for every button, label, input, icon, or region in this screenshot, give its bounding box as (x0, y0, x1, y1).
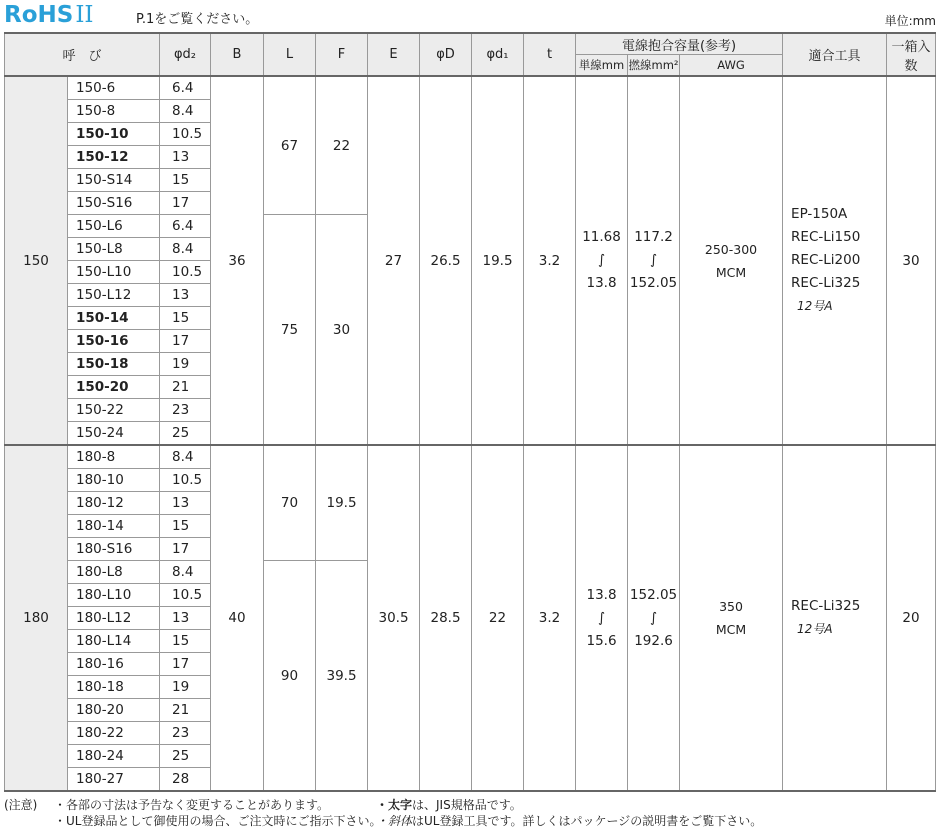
size-group-cell: 180 (5, 445, 68, 791)
footer-note-3: ・太字は、JIS規格品です。 (376, 798, 522, 812)
col-e: E (368, 33, 420, 76)
f-value: 19.5 (316, 445, 368, 561)
col-tools: 適合工具 (783, 33, 887, 76)
b-value: 40 (211, 445, 264, 791)
size-group-cell: 150 (5, 76, 68, 445)
model-name: 150-20 (68, 376, 160, 399)
model-name: 180-10 (68, 469, 160, 492)
value-line: MCM (715, 622, 747, 637)
reference-note: P.1をご覧ください。 (136, 12, 259, 27)
d2-value: 21 (160, 376, 211, 399)
model-name: 180-8 (68, 445, 160, 469)
d2-value: 6.4 (160, 76, 211, 100)
col-l: L (264, 33, 316, 76)
d2-value: 6.4 (160, 215, 211, 238)
d2-value: 13 (160, 607, 211, 630)
value-line: ∫ (597, 609, 606, 626)
tools-cell (783, 445, 887, 791)
model-name: 150-8 (68, 100, 160, 123)
e-value: 27 (368, 76, 420, 445)
value-line: 11.68 (582, 229, 621, 245)
value-line: 250-300 (704, 241, 758, 257)
d2-value: 23 (160, 722, 211, 745)
footer-note-2: ・UL登録品として御使用の場合、ご注文時にご指示下さい。 (54, 814, 382, 828)
l-value: 75 (264, 215, 316, 446)
d1-value: 19.5 (472, 76, 524, 445)
model-name: 180-14 (68, 515, 160, 538)
model-name: 180-20 (68, 699, 160, 722)
top-bar (4, 2, 936, 30)
model-name: 150-12 (68, 146, 160, 169)
d2-value: 25 (160, 422, 211, 446)
footer-col-1 (54, 797, 381, 829)
footer-note-4: ・斜体はUL登録工具です。詳しくはパッケージの説明書をご覧下さい。 (376, 814, 763, 828)
col-d1: φd₁ (472, 33, 524, 76)
ul-tool-name: 12号A (797, 622, 833, 636)
model-name: 150-18 (68, 353, 160, 376)
model-name: 150-S16 (68, 192, 160, 215)
d2-value: 19 (160, 353, 211, 376)
f-value: 30 (316, 215, 368, 446)
d2-value: 8.4 (160, 100, 211, 123)
col-stranded: 撚線mm² (628, 55, 680, 77)
stranded-wire-range (628, 76, 680, 445)
d2-value: 25 (160, 745, 211, 768)
d2-value: 10.5 (160, 469, 211, 492)
d2-value: 10.5 (160, 261, 211, 284)
d2-value: 13 (160, 284, 211, 307)
qty-value: 20 (887, 445, 936, 791)
model-name: 150-6 (68, 76, 160, 100)
rohs-logo: RoHSII (4, 2, 94, 28)
model-name: 150-10 (68, 123, 160, 146)
d2-value: 17 (160, 330, 211, 353)
model-name: 180-L12 (68, 607, 160, 630)
value-line: 15.6 (586, 632, 617, 649)
model-name: 150-L10 (68, 261, 160, 284)
d-value: 28.5 (420, 445, 472, 791)
tool-name: EP-150A (791, 206, 848, 222)
col-name: 呼 び (5, 33, 160, 76)
col-awg: AWG (680, 55, 783, 77)
model-name: 150-L8 (68, 238, 160, 261)
value-line: 152.05 (629, 586, 678, 603)
d1-value: 22 (472, 445, 524, 791)
model-name: 180-27 (68, 768, 160, 792)
model-name: 180-24 (68, 745, 160, 768)
d2-value: 10.5 (160, 123, 211, 146)
d2-value: 19 (160, 676, 211, 699)
model-name: 150-24 (68, 422, 160, 446)
value-line: ∫ (597, 252, 606, 268)
model-name: 150-16 (68, 330, 160, 353)
col-b: B (211, 33, 264, 76)
d2-value: 8.4 (160, 561, 211, 584)
value-line: 13.8 (586, 275, 617, 291)
d-value: 26.5 (420, 76, 472, 445)
f-value: 22 (316, 76, 368, 215)
single-wire-range (576, 76, 628, 445)
col-f: F (316, 33, 368, 76)
table-row (5, 445, 936, 469)
model-name: 150-L6 (68, 215, 160, 238)
d2-value: 15 (160, 630, 211, 653)
d2-value: 8.4 (160, 238, 211, 261)
model-name: 180-16 (68, 653, 160, 676)
value-line: 117.2 (634, 229, 673, 245)
stranded-wire-range (628, 445, 680, 791)
single-wire-range (576, 445, 628, 791)
l-value: 90 (264, 561, 316, 792)
qty-value: 30 (887, 76, 936, 445)
col-d: φD (420, 33, 472, 76)
model-name: 180-L8 (68, 561, 160, 584)
d2-value: 28 (160, 768, 211, 792)
value-line: 192.6 (634, 632, 673, 649)
col-single: 単線mm (576, 55, 628, 77)
l-value: 70 (264, 445, 316, 561)
d2-value: 21 (160, 699, 211, 722)
model-name: 180-12 (68, 492, 160, 515)
table-row (5, 76, 936, 100)
spec-table (4, 32, 936, 792)
d2-value: 23 (160, 399, 211, 422)
ul-tool-name: 12号A (797, 299, 833, 313)
model-name: 150-L12 (68, 284, 160, 307)
unit-label: 単位:mm (884, 14, 936, 28)
value-line: 13.8 (586, 586, 617, 603)
tool-name: REC-Li325 (791, 275, 861, 291)
b-value: 36 (211, 76, 264, 445)
tools-cell (783, 76, 887, 445)
t-value: 3.2 (524, 445, 576, 791)
footer-col-2 (376, 797, 762, 829)
d2-value: 15 (160, 307, 211, 330)
model-name: 150-S14 (68, 169, 160, 192)
value-line: 152.05 (629, 275, 678, 291)
model-name: 150-22 (68, 399, 160, 422)
col-wire-group: 電線抱合容量(参考) (576, 33, 783, 55)
model-name: 150-14 (68, 307, 160, 330)
model-name: 180-22 (68, 722, 160, 745)
d2-value: 17 (160, 538, 211, 561)
value-line: ∫ (649, 252, 658, 268)
awg-value (680, 445, 783, 791)
f-value: 39.5 (316, 561, 368, 792)
value-line: MCM (715, 264, 747, 280)
tool-name: REC-Li325 (791, 598, 861, 614)
col-qty: 一箱入数 (887, 33, 936, 76)
l-value: 67 (264, 76, 316, 215)
model-name: 180-L14 (68, 630, 160, 653)
value-line: 350 (719, 599, 743, 614)
tool-name: REC-Li150 (791, 229, 861, 245)
t-value: 3.2 (524, 76, 576, 445)
model-name: 180-L10 (68, 584, 160, 607)
header-row-1 (5, 33, 936, 55)
d2-value: 13 (160, 146, 211, 169)
footer-label: (注意) (4, 798, 38, 812)
d2-value: 15 (160, 169, 211, 192)
col-d2: φd₂ (160, 33, 211, 76)
footer-note-1: ・各部の寸法は予告なく変更することがあります。 (54, 798, 330, 812)
col-t: t (524, 33, 576, 76)
d2-value: 8.4 (160, 445, 211, 469)
e-value: 30.5 (368, 445, 420, 791)
d2-value: 10.5 (160, 584, 211, 607)
model-name: 180-18 (68, 676, 160, 699)
d2-value: 17 (160, 192, 211, 215)
d2-value: 17 (160, 653, 211, 676)
awg-value (680, 76, 783, 445)
value-line: ∫ (649, 609, 658, 626)
tool-name: REC-Li200 (791, 252, 861, 268)
spec-body (5, 76, 936, 791)
d2-value: 13 (160, 492, 211, 515)
d2-value: 15 (160, 515, 211, 538)
model-name: 180-S16 (68, 538, 160, 561)
